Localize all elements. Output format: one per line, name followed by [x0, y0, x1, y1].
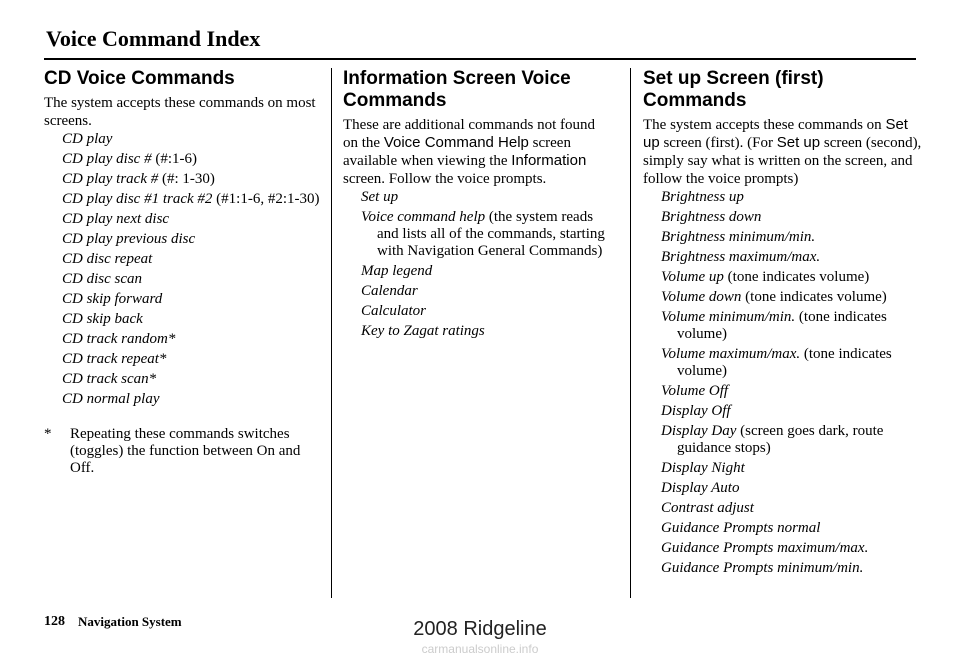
command-item	[643, 480, 923, 497]
command-phrase: Set up	[361, 189, 399, 205]
command-phrase: CD track repeat*	[62, 351, 167, 367]
command-item	[643, 403, 923, 420]
footnote-mark: *	[44, 426, 52, 442]
command-item	[44, 351, 320, 368]
command-phrase: CD play disc #1 track #2	[62, 191, 213, 207]
command-phrase: CD disc scan	[62, 271, 142, 287]
command-phrase: CD track scan*	[62, 371, 157, 387]
footnote-text: Repeating these commands switches (toggles) the function between On and Off.	[70, 426, 301, 476]
command-item	[643, 423, 923, 457]
command-phrase: Key to Zagat ratings	[361, 323, 485, 339]
command-phrase: CD play next disc	[62, 211, 170, 227]
command-phrase: Display Auto	[661, 480, 740, 496]
command-item	[44, 331, 320, 348]
command-list	[44, 131, 320, 408]
command-description: (tone indicates volume)	[677, 309, 887, 342]
intro-text: screen (first). (For	[659, 135, 777, 151]
column-divider-1	[331, 68, 332, 598]
command-item	[44, 391, 320, 408]
footer-section-title: Navigation System	[78, 614, 182, 629]
command-phrase: CD skip back	[62, 311, 143, 327]
command-phrase: Volume down	[661, 289, 742, 305]
command-description: (screen goes dark, route guidance stops)	[677, 423, 884, 456]
command-phrase: Volume up	[661, 269, 724, 285]
command-phrase: CD skip forward	[62, 291, 163, 307]
command-item	[643, 229, 923, 246]
command-item	[643, 189, 923, 206]
section-heading: CD Voice Commands	[44, 68, 235, 89]
command-phrase: Guidance Prompts normal	[661, 520, 821, 536]
command-item	[643, 540, 923, 557]
command-description: (#1:1-6, #2:1-30)	[212, 191, 320, 207]
command-item	[643, 346, 923, 380]
command-item	[44, 191, 320, 208]
intro-text: These are additional commands not found on the	[343, 117, 596, 151]
command-item	[44, 291, 320, 308]
command-phrase: CD normal play	[62, 391, 160, 407]
command-item	[643, 289, 923, 306]
command-item	[44, 131, 320, 148]
command-item	[44, 311, 320, 328]
section-intro	[343, 116, 613, 188]
command-item	[643, 383, 923, 400]
information-screen-commands-section	[343, 68, 613, 343]
command-phrase: CD play track #	[62, 171, 159, 187]
command-phrase: Contrast adjust	[661, 500, 754, 516]
command-phrase: Guidance Prompts minimum/min.	[661, 560, 864, 576]
command-item	[343, 323, 613, 340]
command-description: (tone indicates volume)	[677, 346, 892, 379]
intro-text: screen (second), simply say what is written on the screen, and follow the voice prompts)	[643, 135, 922, 187]
intro-text: screen. Follow the voice prompts.	[343, 171, 547, 187]
command-list	[343, 189, 613, 340]
command-phrase: Volume Off	[661, 383, 729, 399]
command-item	[643, 560, 923, 577]
command-item	[44, 231, 320, 248]
command-phrase: CD play	[62, 131, 113, 147]
command-item	[643, 500, 923, 517]
command-item	[343, 303, 613, 320]
watermark-label: 2008 Ridgeline	[413, 618, 547, 640]
page-title: Voice Command Index	[46, 26, 261, 51]
screen-name: Information	[511, 152, 587, 169]
command-phrase: Calendar	[361, 283, 418, 299]
command-phrase: Map legend	[361, 263, 433, 279]
command-phrase: Voice command help	[361, 209, 486, 225]
command-item	[343, 189, 613, 206]
command-description: (tone indicates volume)	[723, 269, 870, 285]
command-phrase: Brightness up	[661, 189, 744, 205]
command-item	[44, 251, 320, 268]
screen-name: Set up	[643, 116, 908, 151]
command-phrase: Calculator	[361, 303, 427, 319]
intro-text: The system accepts these commands on	[643, 117, 886, 133]
command-phrase: Guidance Prompts maximum/max.	[661, 540, 869, 556]
screen-name: Set up	[776, 134, 821, 151]
command-item	[643, 309, 923, 343]
setup-screen-commands-section	[643, 68, 923, 580]
command-phrase: Volume maximum/max.	[661, 346, 801, 362]
command-phrase: Display Night	[661, 460, 745, 476]
command-item	[44, 371, 320, 388]
command-phrase: CD play disc #	[62, 151, 152, 167]
command-item	[643, 249, 923, 266]
command-phrase: CD disc repeat	[62, 251, 153, 267]
section-heading: Set up Screen (first) Commands	[643, 68, 824, 111]
command-item	[343, 283, 613, 300]
header-rule	[44, 58, 916, 60]
section-intro: The system accepts these commands on most screens.	[44, 95, 316, 129]
command-phrase: Brightness minimum/min.	[661, 229, 816, 245]
page-number: 128	[44, 614, 65, 629]
command-description: (#: 1-30)	[158, 171, 215, 187]
command-item	[343, 263, 613, 280]
column-divider-2	[630, 68, 631, 598]
cd-voice-commands-section	[44, 68, 320, 477]
section-heading: Information Screen Voice Commands	[343, 68, 571, 111]
command-phrase: Brightness maximum/max.	[661, 249, 821, 265]
command-item	[643, 209, 923, 226]
command-item	[643, 520, 923, 537]
command-item	[643, 269, 923, 286]
command-item	[643, 460, 923, 477]
command-phrase: Volume minimum/min.	[661, 309, 796, 325]
command-phrase: Display Day	[661, 423, 737, 439]
command-list	[643, 189, 923, 577]
command-item	[44, 151, 320, 168]
command-item	[44, 171, 320, 188]
footnote	[44, 426, 320, 477]
command-description: (the system reads and lists all of the commands, starting with Navigation General Commands)	[377, 209, 605, 259]
command-phrase: CD play previous disc	[62, 231, 196, 247]
command-phrase: CD track random*	[62, 331, 176, 347]
section-intro	[643, 116, 923, 188]
command-description: (tone indicates volume)	[741, 289, 887, 305]
command-item	[44, 211, 320, 228]
watermark-site: carmanualsonline.info	[421, 642, 539, 656]
screen-name: Voice Command Help	[383, 134, 529, 151]
command-item	[343, 209, 613, 260]
intro-text: screen available when viewing the	[343, 135, 571, 169]
command-description: (#:1-6)	[151, 151, 197, 167]
command-item	[44, 271, 320, 288]
command-phrase: Display Off	[661, 403, 731, 419]
command-phrase: Brightness down	[661, 209, 762, 225]
